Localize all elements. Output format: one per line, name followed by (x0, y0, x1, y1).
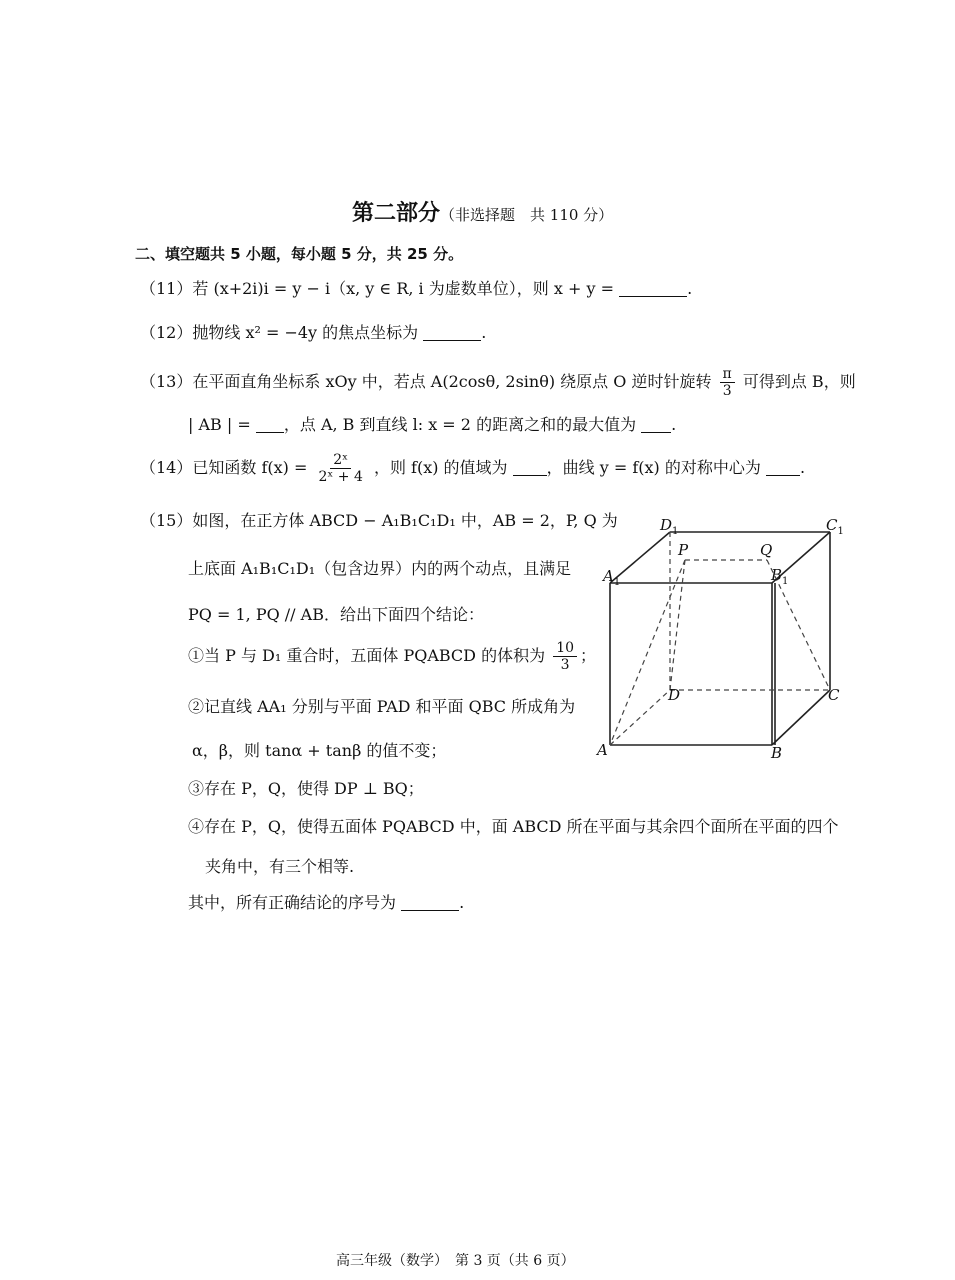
q15-c1-end: ； (580, 646, 597, 665)
q15-line3: PQ = 1, PQ // AB．给出下面四个结论： (188, 605, 484, 624)
label-D: D (668, 686, 681, 704)
q14-blank-1[interactable] (513, 459, 547, 476)
label-Q: Q (760, 541, 773, 559)
label-B: B (771, 744, 783, 762)
q11-end: . (687, 279, 693, 298)
q14-text-b: ，则 f(x) 的值域为 (373, 458, 508, 477)
q13-blank-1[interactable] (256, 416, 284, 433)
question-11 (140, 278, 692, 300)
label-P: P (678, 541, 689, 559)
q14-text-a: （14）已知函数 f(x) = (140, 458, 308, 477)
q15-c1-frac-num: 10 (553, 640, 577, 657)
label-A: A (597, 741, 608, 759)
q15-c1-frac-den: 3 (560, 657, 570, 673)
q13-blank-2[interactable] (641, 416, 671, 433)
q15-conclusion-4-line2: 夹角中，有三个相等. (205, 857, 355, 876)
q15-conclusion-1 (188, 640, 596, 673)
q14-frac-den: 2ˣ + 4 (318, 469, 363, 485)
q15-conclusion-4-line1: ④存在 P，Q，使得五面体 PQABCD 中，面 ABCD 所在平面与其余四个面所在平面的四个 (188, 817, 839, 836)
label-D1: $D_1$ (660, 516, 679, 537)
q13-frac-num: π (720, 366, 735, 383)
q13-line1-a: （13）在平面直角坐标系 xOy 中，若点 A(2cosθ, 2sinθ) 绕原点 O 逆时针旋转 (140, 372, 712, 391)
q13-line2-end: . (671, 415, 677, 434)
edge-BC (772, 690, 830, 745)
edge-AD-hidden (610, 690, 670, 745)
label-C1: $C_1$ (826, 516, 844, 537)
section-heading: 二、填空题共 5 小题，每小题 5 分，共 25 分。 (135, 245, 464, 263)
label-B1: $B_1$ (771, 566, 789, 587)
q12-answer-blank[interactable] (423, 324, 481, 341)
label-C: C (828, 686, 840, 704)
label-A1: $A_1$ (603, 567, 621, 588)
question-12 (140, 322, 486, 344)
q15-final-end: . (459, 893, 465, 912)
part-title (352, 196, 613, 227)
q15-line1: （15）如图，在正方体 ABCD − A₁B₁C₁D₁ 中，AB = 2，P, Q 为 (140, 511, 618, 530)
question-13-line1 (140, 366, 856, 399)
q12-end: . (481, 323, 487, 342)
q14-frac-num: 2ˣ (330, 452, 351, 469)
q15-line2: 上底面 A₁B₁C₁D₁（包含边界）内的两个动点，且满足 (188, 559, 572, 578)
q15-answer-blank[interactable] (401, 894, 459, 911)
part-title-sub: （非选择题 共 110 分） (440, 206, 614, 224)
q14-fraction (315, 452, 365, 485)
question-13-line2 (188, 414, 676, 436)
q14-end: . (799, 458, 806, 477)
q13-line2-a: | AB | = (188, 415, 251, 434)
page-footer: 高三年级（数学） 第 3 页（共 6 页） (336, 1253, 575, 1269)
q15-final-text: 其中，所有正确结论的序号为 (188, 893, 397, 912)
q15-conclusion-2-line1: ②记直线 AA₁ 分别与平面 PAD 和平面 QBC 所成角为 (188, 697, 576, 716)
q14-text-c: ，曲线 y = f(x) 的对称中心为 (546, 458, 761, 477)
q15-conclusion-2-line2: α，β，则 tanα + tanβ 的值不变； (192, 741, 447, 760)
q15-c1-text: ①当 P 与 D₁ 重合时，五面体 PQABCD 的体积为 (188, 646, 546, 665)
question-14 (140, 452, 805, 485)
cube-figure (590, 505, 850, 775)
q13-frac-den: 3 (722, 383, 732, 399)
edge-A1D1 (610, 532, 670, 583)
q13-line1-b: 可得到点 B，则 (742, 372, 856, 391)
q13-line2-b: ，点 A, B 到直线 l: x = 2 的距离之和的最大值为 (283, 415, 637, 434)
q15-conclusion-3: ③存在 P，Q，使得 DP ⊥ BQ； (188, 779, 424, 798)
q12-text: （12）抛物线 x² = −4y 的焦点坐标为 (140, 323, 419, 342)
q14-blank-2[interactable] (766, 459, 800, 476)
q13-fraction (720, 366, 735, 399)
q11-text: （11）若 (x+2i)i = y − i（x, y ∈ R, i 为虚数单位），则 x + y = (140, 279, 614, 298)
q15-final (188, 892, 464, 914)
part-title-main: 第二部分 (352, 201, 441, 226)
q15-c1-fraction (553, 640, 577, 673)
q11-answer-blank[interactable] (619, 280, 687, 297)
